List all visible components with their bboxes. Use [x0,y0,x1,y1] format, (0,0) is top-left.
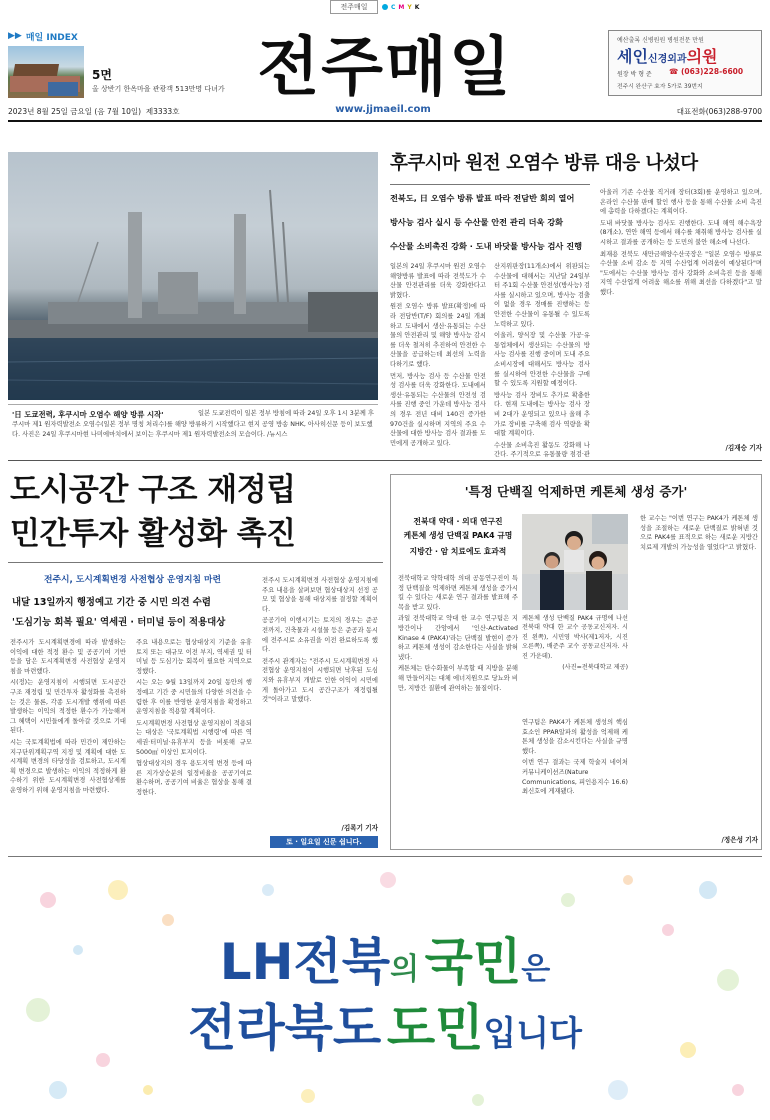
top-ad-tagline: 예산출록 신병원원 병원전문 만원 [617,37,704,44]
phone-line: 대표전화(063)288-9700 [676,107,762,116]
fukushima-subhead: 방사능 검사 실시 등 수산물 안전 관리 더욱 강화 [390,217,564,227]
ketone-sub-3: 지방간 · 암 치료에도 효과적 [409,547,507,556]
fukushima-col-1: 일본의 24일 후쿠시마 원전 오염수 해양방류 발표에 따라 전북도가 수산물 안전관리를 더욱 강화한다고 밝혔다. 원전 오염수 방류 발표(확정)에 따라 전담반(T/F) 회의를 24일 개최하고 도내에서 생산·유통되는 수산물의 안전관리 및 해양 방사능 감시를 더욱 철저히 추진하여 안전한 수산물을 공급하는데 최선의 노력을 다하기로 했다. 먼저, 방사능 검사 등 수산물 안전성 검사를 더욱 강화한다. 도내에서 생산·유통되는 수산물의 안전성 검사를 진행 중인 가운데 방사능 검사의 경우 전년 대비 140건 증가한 970건을 실시하며 지역의 주요 수산물에 대한 방사능 검사 결과를 도민에게 공개하고 있다. [390,263,486,447]
website-link[interactable]: www.jjmaeil.com [335,104,431,115]
index-header [8,30,248,42]
ketone-col-2: 연구팀은 PAK4가 케톤체 생성의 핵심 효소인 PPAR알파의 활성을 억제해 케톤체 생성을 감소시킨다는 사실을 규명했다. 이번 연구 결과는 국제 학술지 네이처 커뮤니케이션즈(Nature Communications, 피인용지수 16.6) 최신호에 게재됐다. [522,719,628,796]
fukushima-photo-art [8,152,378,400]
fukushima-headline: 후쿠시마 원전 오염수 방류 대응 나섰다 [390,153,698,174]
ketone-headline: '특정 단백질 억제하면 케톤체 생성 증가' [464,484,688,499]
top-ad-director: 원장 박 형 준 [617,71,652,78]
index-text: 올 상반기 한옥마을 관광객 513만명 다녀가 [92,85,225,93]
section-rule-1 [8,460,762,461]
urban-col-3: 전주시 도시계획변경 사전협상 운영지침에 주요 내용을 살펴보면 협상대상지 선정 공모 및 협상을 통해 대상지를 결정할 계획이다. 공공기여 이행시기는 토지의 경우는 준공 전까지, 건축물과 시설물 등은 준공과 동시에 전주시로 소유권을 이전 완료하도록 했다. 전주시 관계자는 "전주시 도시계획변경 사전협상 운영지침이 시행되면 낙후된 도심지와 유휴부지 개발로 인한 이익이 시민에게 돌아가고 도시 공간구조가 재정립될 것"이라고 말했다. [262,577,378,704]
top-ad-phone: ☎ (063)228-6600 [669,67,744,76]
ketone-photo [522,514,628,610]
top-ad-address: 전주시 완산구 효자 5가로 39번지 [617,84,703,90]
fukushima-subheads [390,186,590,258]
urban-byline: /김록기 기자 [341,824,378,832]
fukushima-photo-caption-box [8,404,378,450]
ketone-sub-1: 전북대 약대 · 의대 연구진 [413,517,503,526]
lh-ad-line-1: LH전북의 국민은 [219,933,551,991]
index-page: 5면 [92,68,112,82]
ketone-sub-2: 케톤체 생성 단백질 PAK4 규명 [403,531,513,540]
ketone-photo-caption: 케톤체 생성 단백질 PAK4 규명에 나선 전북대 약대 한 교수 공동교신저자. 시진 왼쪽), 시민영 박사(제1저자, 시진 오른쪽), 배준주 교수 공동교신저자. 사진 가운데). (사진=전북대학교 제공) [522,615,628,672]
photo-title: '日 도쿄전력, 후쿠시마 오염수 해양 방류 시작' [12,410,164,419]
urban-col-2: 주요 내용으로는 협상대상지 기준을 유휴토지 또는 대규모 이전 부지, 역세권 및 터미널 등 도심기능 회복이 필요한 지역으로 정했다. 시는 오는 9월 13일까지 20일 동안의 행정예고 기간 중 시민들의 다양한 의견을 수렴한 후 이를 반영한 운영지침을 확정하고 운영지침을 적용할 계획이다. 도시계획변경 사전협상 운영지침이 적용되는 대상은 '국토계획법 시행령'에 따른 역세권·터미널·유휴부지 등을 비롯해 규모 5000㎡ 이상인 토지이다. 협상대상지의 경우 용도지역 변경 등에 따른 지가상승분의 일정비율을 공공기여로 환수하며, 공공기여 비율은 협상을 통해 결정한다. [136,639,252,796]
cmyk-y-letter: Y [407,3,412,11]
index-label: 매일 INDEX [25,32,78,43]
fukushima-subhead: 전북도, 日 오염수 방류 발표 따라 전담반 회의 열어 [390,193,575,203]
urban-headline-2: 민간투자 활성화 촉진 [10,516,296,552]
issue-number: 제3333호 [145,107,180,116]
fukushima-col-3: 아울러 기존 수산물 직거래 장터(3회)를 운영하고 있으며, 온라인 수산물 판매 할인 행사 등을 통해 수산물 소비 촉진에 총력을 다하겠다는 계획이다. 도내 바닷물 방사능 검사도 진행한다. 도내 해역 해수욕장(8개소), 연안 해역 등에서 해수를 채취해 방사능 검사를 실시하고 결과를 공개하는 등 도민의 불안 해소에 나선다. 최재용 전북도 새만금해양수산국장은 "일본 오염수 방류로 수산물 소비 감소 등 지역 수산업계 어려움이 예상된다"며 "도에서는 수산물 방사능 검사 강화와 소비촉진 등을 통해 지역 수산업계 어려움 해소를 위해 최선을 다하겠다"고 말했다. [600,189,762,296]
fukushima-byline: /김재승 기자 [725,444,762,452]
lh-ad-line-2: 전라북도 도민입니다 [188,999,582,1057]
masthead-rule [8,120,762,122]
section-rule-2 [8,856,762,857]
urban-subhead-main: 전주시, 도시계획변경 사전협상 운영지침 마련 [44,575,222,585]
urban-col-1: 전주시가 도시계획변경에 따라 발생하는 이익에 대한 적정 환수 및 공공기여 기반 등을 담은 도시계획변경 사전협상 운영지침을 마련했다. 시(정)는 운영지침이 시행되면 도시공간 구조 재정립 및 민간투자 활성화를 촉진하는 것은 물론, 각종 도시개발 행위에 따른 발생하는 이익의 적정한 환수가 가능해져 그 혜택이 시민들에게 돌아갈 것으로 기대된다. 시는 국토계획법에 따라 민간이 제안하는 지구단위계획구역 지정 및 계획에 대한 도시계획 변경의 타당성을 검토하고, 도시계획 변경으로 발생하는 이익의 적정하게 환수하기 위한 도시계획변경 사전협상제를 운영하기 위해 운영지침을 마련했다. [10,639,126,794]
fukushima-col-2: 산지위판장(11개소)에서 위판되는 수산물에 대해서는 지난달 24일부터 주1회 수산물 안전성(방사능) 검사를 실시하고 있으며, 방사능 검출이 없을 경우 경매를 진행하는 등 안전한 수산물이 유통될 수 있도록 노력하고 있다. 이울러, 양식장 및 수산물 가공·유통업체에서 생산되는 수산물의 방사능 검사를 진행 중이며 도내 주요 소비시장에 대해서도 방사능 검사를 실시하여 안전한 수산물을 구매할 수 있도록 지원할 예정이다. 방사능 검사 장비도 추가로 확충한다. 현재 도내에는 방사능 검사 장비 2대가 운영되고 있으나 올해 추가로 장비를 구축해 검사 역량을 확대할 계획이다. 수산물 소비촉진 활동도 강화해 나간다. 주기적으로 유통물량 점검·관 [494,263,590,458]
photo-caption: 일본 도쿄전력이 일본 정부 방침에 따라 24일 오후 1시 3분께 후쿠시마 제1 원자력발전소 오염수(일본 정부 명칭 처리수)를 해양 방류하기 시작했다고 현지 공영 방송 NHK, 아사히신문 등이 보도했다. 사진은 24일 후쿠시마현 나미에마치에서 보이는 후쿠시마 제1 원자력발전소의 모습이다. /뉴시스 [12,410,374,438]
lh-ad [8,860,762,1112]
top-ad-name: 세인신경외과의원 [617,47,718,66]
date-line: 2023년 8월 25일 금요일 (음 7월 10일) 제3333호 [8,107,180,116]
index-box [8,30,248,102]
ketone-photo-art [522,514,628,610]
ketone-col-3: 한 교수는 "이번 연구는 PAK4가 케톤체 생성을 조절하는 새로운 단백질로 밝혀낸 것으로 PAK4를 표적으로 하는 새로운 지방간 치료제 개발의 가능성을 열었다"고 밝혔다. [640,515,758,551]
index-photo [8,46,84,98]
double-arrow-icon: ▶▶ [8,31,22,41]
cmyk-c-letter: C [391,3,396,11]
urban-subhead-1: 내달 13일까지 행정예고 기간 중 시민 의견 수렴 [12,597,211,608]
edition-tab: 전주매일 [330,0,378,14]
top-ad [608,30,762,96]
fukushima-photo [8,152,378,400]
weekend-notice: 토 · 일요일 신문 쉽니다. [270,836,378,848]
cmyk-marks [382,2,419,12]
newspaper-title: 전주매일 [257,31,513,105]
urban-head-rule [8,562,383,563]
cmyk-cyan-dot [382,4,388,10]
ketone-col-1: 전북대학교 약학대학 의대 공동연구진이 특정 단백질을 억제하면 케톤체 생성을 증가시킬 수 있다는 새로운 연구 결과를 발표해 주목을 받고 있다. 과일 전북대학교 약대 한 교수 연구팀은 지방간이나 간암에서 '인산-Activated Kinase 4 (PAK4)'라는 단백질 발현이 증가하고 케톤체 생성이 감소한다는 사실을 밝혀냈다. 케톤체는 탄수화물이 부족할 때 지방을 분해해 만들어지는 대체 에너지원으로 당뇨와 비만, 지방간 질환에 관여하는 물질이다. [398,575,518,692]
fukushima-head-rule [390,184,590,185]
cmyk-m-letter: M [398,3,405,11]
cmyk-k-letter: K [414,3,420,11]
urban-subhead-2: '도심기능 회복 필요' 역세권 · 터미널 등이 적용대상 [12,617,226,628]
ketone-byline: /정은성 기자 [721,836,758,844]
urban-headline-1: 도시공간 구조 재정립 [10,472,296,508]
fukushima-subhead: 수산물 소비촉진 강화 · 도내 바닷물 방사능 검사 진행 [390,241,583,251]
